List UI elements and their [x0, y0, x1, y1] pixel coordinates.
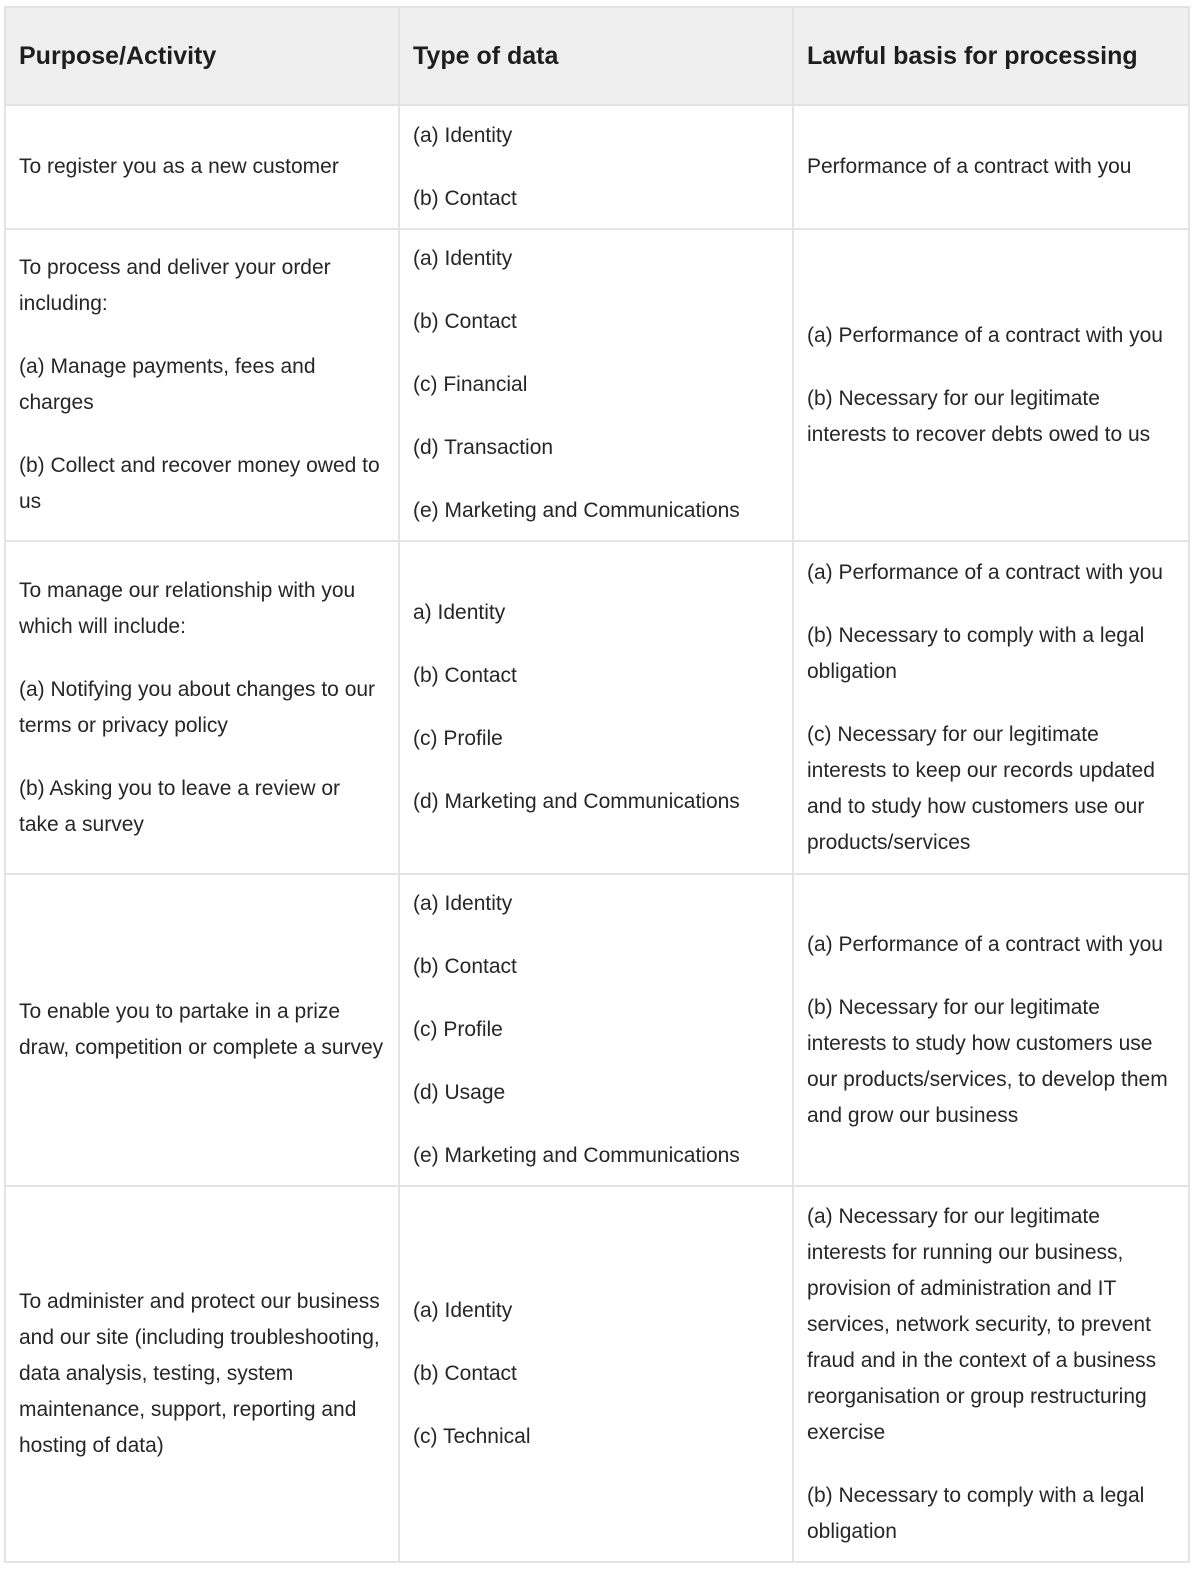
purpose-item: (a) Notifying you about changes to our terms or privacy policy [19, 677, 376, 737]
data-type-cell [399, 541, 793, 874]
header-purpose-activity: Purpose/Activity [5, 7, 399, 105]
data-type-item: a) Identity [413, 601, 506, 624]
purpose-text: To process and deliver your order including: [19, 256, 331, 315]
purpose-cell [5, 541, 399, 874]
data-type-cell [399, 1186, 793, 1562]
table-row [5, 874, 1189, 1186]
lawful-basis-item: (b) Necessary to comply with a legal obligation [807, 1483, 1145, 1543]
lawful-basis-item: Performance of a contract with you [807, 155, 1132, 178]
data-type-item: (b) Contact [413, 186, 517, 210]
data-type-item: (d) Transaction [413, 436, 554, 459]
data-type-item: (d) Marketing and Communications [413, 790, 740, 813]
purpose-item: (b) Collect and recover money owed to us [19, 454, 380, 513]
table-row [5, 105, 1189, 229]
data-type-item: (c) Profile [413, 727, 503, 750]
lawful-basis-cell [793, 1186, 1189, 1562]
lawful-basis-item: (a) Performance of a contract with you [807, 560, 1163, 584]
lawful-basis-cell [793, 105, 1189, 229]
lawful-basis-cell [793, 541, 1189, 874]
lawful-basis-item: (b) Necessary for our legitimate interests to study how customers use our products/services, to develop them and grow our business [807, 995, 1168, 1127]
data-type-item: (c) Profile [413, 1018, 503, 1041]
table-header-row [5, 7, 1189, 105]
table-row [5, 229, 1189, 541]
purpose-text: To enable you to partake in a prize draw, competition or complete a survey [19, 1000, 384, 1059]
data-type-item: (a) Identity [413, 892, 513, 915]
data-type-item: (b) Contact [413, 664, 517, 687]
data-type-item: (c) Financial [413, 373, 528, 396]
purpose-cell [5, 1186, 399, 1562]
lawful-basis-item: (b) Necessary for our legitimate interests to recover debts owed to us [807, 386, 1151, 446]
data-type-cell [399, 105, 793, 229]
table-row [5, 541, 1189, 874]
data-type-cell [399, 874, 793, 1186]
lawful-basis-item: (c) Necessary for our legitimate interests to keep our records updated and to study how customers use our products/services [807, 722, 1155, 854]
purpose-cell [5, 874, 399, 1186]
data-type-item: (e) Marketing and Communications [413, 499, 740, 522]
lawful-basis-cell [793, 874, 1189, 1186]
lawful-basis-item: (a) Performance of a contract with you [807, 932, 1163, 956]
data-type-cell [399, 229, 793, 541]
lawful-basis-item: (a) Performance of a contract with you [807, 323, 1163, 347]
data-type-item: (b) Contact [413, 955, 517, 978]
purpose-text: To register you as a new customer [19, 155, 339, 178]
lawful-basis-cell [793, 229, 1189, 541]
purpose-cell [5, 229, 399, 541]
data-type-item: (a) Identity [413, 123, 513, 147]
lawful-basis-table [4, 6, 1190, 1563]
table-row [5, 1186, 1189, 1562]
purpose-text: To manage our relationship with you which will include: [19, 578, 356, 638]
header-lawful-basis: Lawful basis for processing [793, 7, 1189, 105]
lawful-basis-item: (a) Necessary for our legitimate interests for running our business, provision of administration and IT services, network security, to prevent fraud and in the context of a business reorganisation or group restructuring exercise [807, 1204, 1157, 1444]
data-type-item: (a) Identity [413, 247, 513, 270]
header-type-of-data: Type of data [399, 7, 793, 105]
data-type-item: (e) Marketing and Communications [413, 1144, 740, 1167]
purpose-text: To administer and protect our business and our site (including troubleshooting, data analysis, testing, system maintenance, support, reporting and hosting of data) [19, 1290, 380, 1457]
data-type-item: (b) Contact [413, 1362, 517, 1385]
lawful-basis-item: (b) Necessary to comply with a legal obligation [807, 623, 1145, 683]
purpose-cell [5, 105, 399, 229]
data-type-item: (b) Contact [413, 310, 517, 333]
data-type-item: (a) Identity [413, 1299, 513, 1322]
purpose-item: (b) Asking you to leave a review or take a survey [19, 776, 340, 836]
data-type-item: (c) Technical [413, 1425, 531, 1448]
data-type-item: (d) Usage [413, 1081, 506, 1104]
purpose-item: (a) Manage payments, fees and charges [19, 355, 316, 414]
